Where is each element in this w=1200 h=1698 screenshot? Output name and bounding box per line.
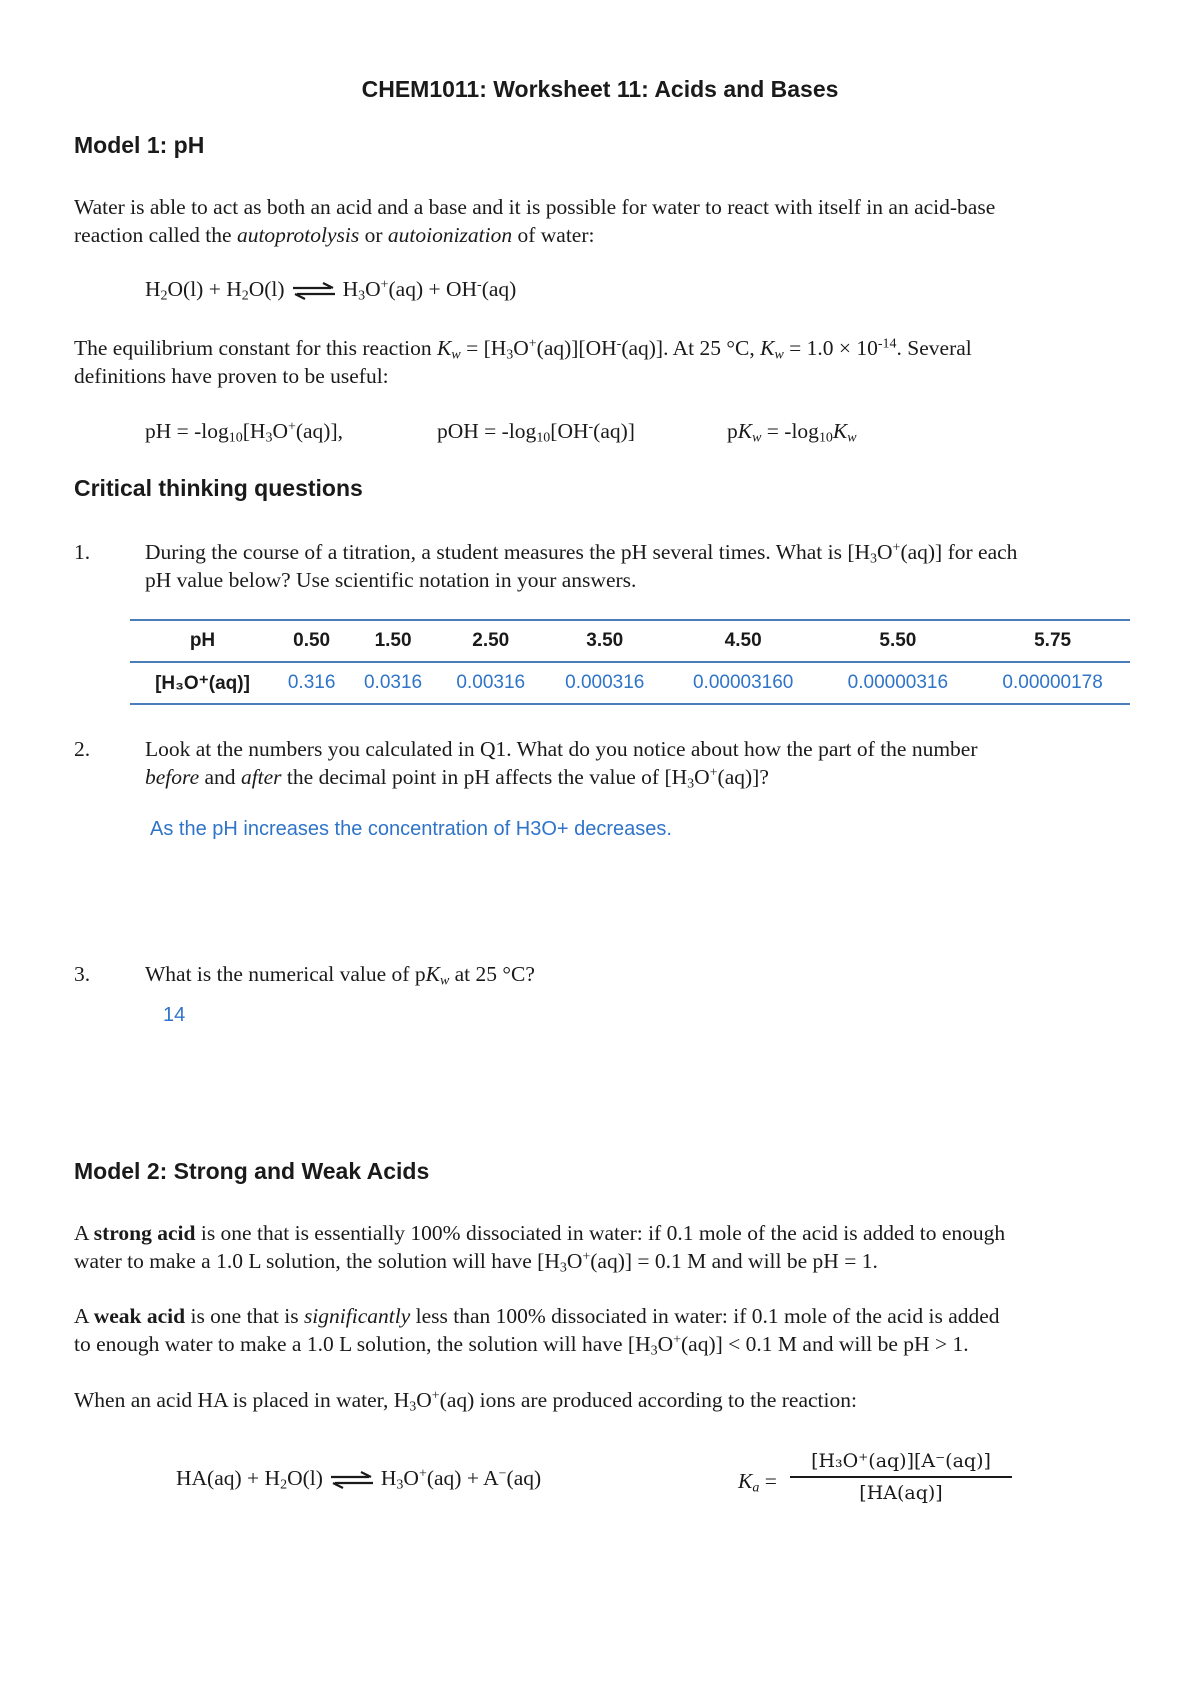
ph-definition: pH = $-\log_{10}[H_3O^+(aq)]$, — [145, 419, 344, 446]
h3o-table-row — [130, 662, 1130, 704]
autoprotolysis-equation: $H_2O(l) + H_2O(l) H_3O^+(aq) + OH^-(aq)$ — [145, 277, 517, 304]
h3o-answer-cell[interactable]: 0.00316 — [438, 662, 544, 704]
h3o-answer-cell[interactable]: 0.0316 — [348, 662, 438, 704]
ka-label: $K_a$ = — [738, 1469, 777, 1496]
h3o-answer-cell[interactable]: 0.316 — [275, 662, 348, 704]
weak-acid-line2: to enough water to make a 1.0 L solution, the solution will have $[H_3O^+(aq)] < 0.1$ M and will be pH > 1. — [74, 1332, 969, 1359]
ph-table-header-row — [130, 620, 1130, 662]
q3-answer[interactable]: 14 — [163, 1004, 186, 1026]
ka-expression — [790, 1450, 1012, 1504]
ka-numerator: [H₃O⁺(aq)][A⁻(aq)] — [790, 1450, 1012, 1478]
ph-value-cell: 1.50 — [348, 620, 438, 662]
h3o-answer-cell[interactable]: 0.00000178 — [975, 662, 1130, 704]
q2-text-line1: Look at the numbers you calculated in Q1. What do you notice about how the part of the number — [145, 737, 978, 761]
ph-value-cell: 0.50 — [275, 620, 348, 662]
q2-number: 2. — [74, 737, 91, 761]
kw-definition-line2: definitions have proven to be useful: — [74, 364, 389, 388]
acid-dissociation-equation: $HA(aq) + H_2O(l) H_3O^+(aq) + A^-(aq)$ — [176, 1466, 542, 1493]
reaction-intro: When an acid HA is placed in water, $H_3O^+(aq)$ ions are produced according to the reaction: — [74, 1388, 857, 1415]
ph-table — [130, 619, 1130, 705]
ph-value-cell: 5.50 — [821, 620, 976, 662]
ph-value-cell: 3.50 — [544, 620, 666, 662]
weak-acid-line1: A weak acid is one that is significantly less than 100% dissociated in water: if 0.1 mole of the acid is added — [74, 1304, 1000, 1328]
poh-definition: pOH = $-\log_{10}[OH^-(aq)]$ — [437, 419, 635, 446]
q1-text-line2: pH value below? Use scientific notation in your answers. — [145, 568, 637, 592]
q2-text-line2: before and after the decimal point in pH affects the value of $[H_3O^+(aq)]$? — [145, 765, 769, 792]
q2-answer[interactable]: As the pH increases the concentration of H3O+ decreases. — [150, 818, 672, 840]
equilibrium-arrow-icon — [329, 1471, 375, 1489]
h3o-answer-cell[interactable]: 0.00000316 — [821, 662, 976, 704]
equilibrium-arrow-icon — [291, 282, 337, 300]
ph-value-cell: 2.50 — [438, 620, 544, 662]
ctq-heading: Critical thinking questions — [74, 475, 363, 501]
kw-definition-line1: The equilibrium constant for this reaction $K_w = [H_3O^+(aq)][OH^-(aq)]$. At 25 °C, $K_w = 1.0 \times 10^{-14}$. Several — [74, 336, 972, 363]
q3-number: 3. — [74, 962, 91, 986]
ph-value-cell: 5.75 — [975, 620, 1130, 662]
ka-denominator: [HA(aq)] — [859, 1482, 943, 1504]
ph-value-cell: 4.50 — [666, 620, 821, 662]
model1-intro-line1: Water is able to act as both an acid and a base and it is possible for water to react with itself in an acid-base — [74, 195, 996, 219]
q1-text-line1: During the course of a titration, a student measures the pH several times. What is $[H_3O^+(aq)]$ for each — [145, 540, 1018, 567]
h3o-row-label: [H₃O⁺(aq)] — [130, 662, 275, 704]
q1-number: 1. — [74, 540, 91, 564]
model2-heading: Model 2: Strong and Weak Acids — [74, 1158, 430, 1184]
ph-header-label: pH — [130, 620, 275, 662]
strong-acid-line2: water to make a 1.0 L solution, the solution will have $[H_3O^+(aq)] = 0.1$ M and will be pH = 1. — [74, 1249, 878, 1276]
model1-heading: Model 1: pH — [74, 132, 205, 158]
pkw-definition: $pK_w = -\log_{10}K_w$ — [727, 419, 857, 446]
q3-text: What is the numerical value of $pK_w$ at 25 °C? — [145, 962, 535, 989]
strong-acid-line1: A strong acid is one that is essentially 100% dissociated in water: if 0.1 mole of the acid is added to enough — [74, 1221, 1006, 1245]
model1-intro-line2: reaction called the autoprotolysis or autoionization of water: — [74, 223, 595, 247]
h3o-answer-cell[interactable]: 0.00003160 — [666, 662, 821, 704]
h3o-answer-cell[interactable]: 0.000316 — [544, 662, 666, 704]
page-title: CHEM1011: Worksheet 11: Acids and Bases — [361, 76, 839, 102]
